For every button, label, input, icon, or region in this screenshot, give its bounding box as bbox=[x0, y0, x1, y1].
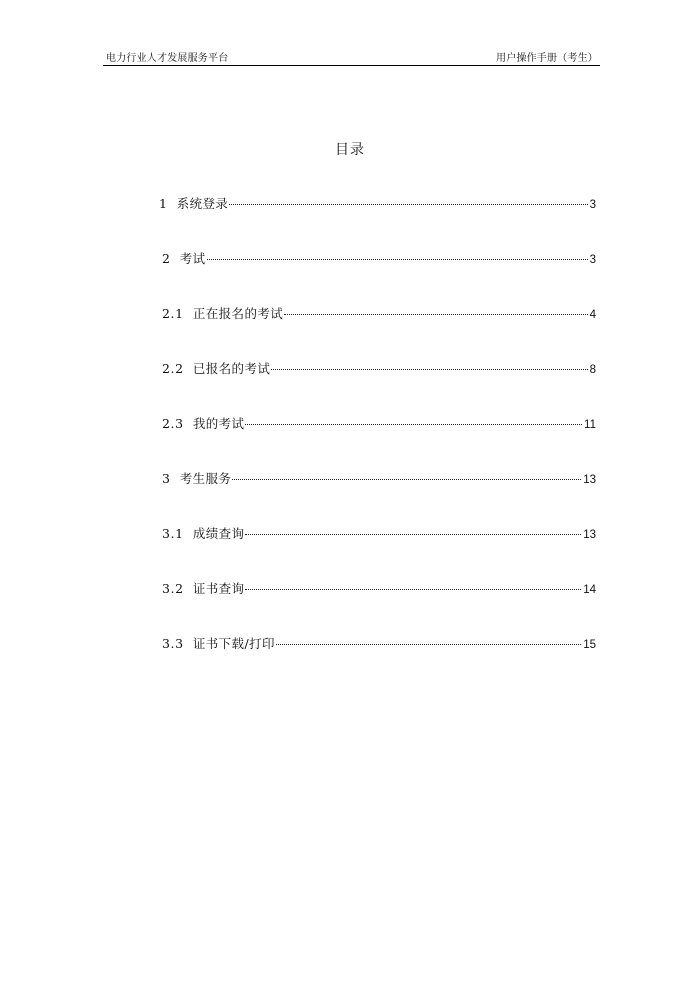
toc-entry-page: 14 bbox=[583, 584, 596, 596]
toc-entry-number: 2 bbox=[162, 251, 171, 266]
toc-entry-2-3[interactable] bbox=[155, 415, 596, 470]
toc-dot-leader bbox=[207, 259, 588, 260]
toc-entry-number: 3.2 bbox=[162, 581, 184, 596]
toc-entry-page: 11 bbox=[584, 419, 596, 431]
toc-entry-number: 3.3 bbox=[162, 636, 184, 651]
toc-entry-3[interactable] bbox=[155, 470, 596, 525]
page-header bbox=[103, 53, 600, 66]
toc-dot-leader bbox=[245, 424, 582, 425]
toc-entry-number: 3 bbox=[162, 471, 171, 486]
toc-entry-page: 4 bbox=[589, 309, 596, 321]
toc-entry-number: 2.1 bbox=[162, 306, 184, 321]
toc-entry-text: 证书查询 bbox=[192, 581, 245, 596]
toc-entry-2[interactable] bbox=[155, 250, 596, 305]
toc-entry-1[interactable] bbox=[155, 195, 596, 250]
toc-title: 目录 bbox=[335, 142, 365, 158]
header-manual-title: 用户操作手册（考生） bbox=[496, 53, 598, 64]
toc-entry-text: 我的考试 bbox=[192, 416, 245, 431]
toc-entry-2-1[interactable] bbox=[155, 305, 596, 360]
toc-entry-text: 系统登录 bbox=[176, 196, 229, 211]
toc-entry-page: 3 bbox=[589, 254, 596, 266]
toc-dot-leader bbox=[284, 314, 587, 315]
toc-entry-number: 3.1 bbox=[162, 526, 184, 541]
toc-entry-text: 成绩查询 bbox=[192, 526, 245, 541]
toc-dot-leader bbox=[245, 534, 581, 535]
toc-entry-page: 8 bbox=[589, 364, 596, 376]
toc-dot-leader bbox=[232, 479, 581, 480]
toc-dot-leader bbox=[271, 369, 587, 370]
toc-entry-number: 2.3 bbox=[162, 416, 184, 431]
toc-entry-3-2[interactable] bbox=[155, 580, 596, 635]
toc-dot-leader bbox=[245, 589, 581, 590]
toc-entry-text: 正在报名的考试 bbox=[192, 306, 284, 321]
toc-dot-leader bbox=[276, 644, 581, 645]
toc-entry-page: 3 bbox=[589, 199, 596, 211]
toc-entry-number: 1 bbox=[159, 196, 168, 211]
toc-entry-text: 考试 bbox=[179, 251, 206, 266]
toc-dot-leader bbox=[229, 204, 587, 205]
toc-entry-3-3[interactable] bbox=[155, 635, 596, 690]
toc-entry-page: 13 bbox=[583, 474, 596, 486]
toc-entry-page: 15 bbox=[583, 639, 596, 651]
toc-entry-text: 已报名的考试 bbox=[192, 361, 271, 376]
toc-entry-number: 2.2 bbox=[162, 361, 184, 376]
toc-entry-2-2[interactable] bbox=[155, 360, 596, 415]
toc-list bbox=[155, 195, 596, 690]
toc-entry-text: 考生服务 bbox=[179, 471, 232, 486]
toc-entry-3-1[interactable] bbox=[155, 525, 596, 580]
toc-entry-text: 证书下载/打印 bbox=[192, 636, 275, 651]
toc-entry-page: 13 bbox=[583, 529, 596, 541]
header-platform-name: 电力行业人才发展服务平台 bbox=[106, 53, 229, 64]
